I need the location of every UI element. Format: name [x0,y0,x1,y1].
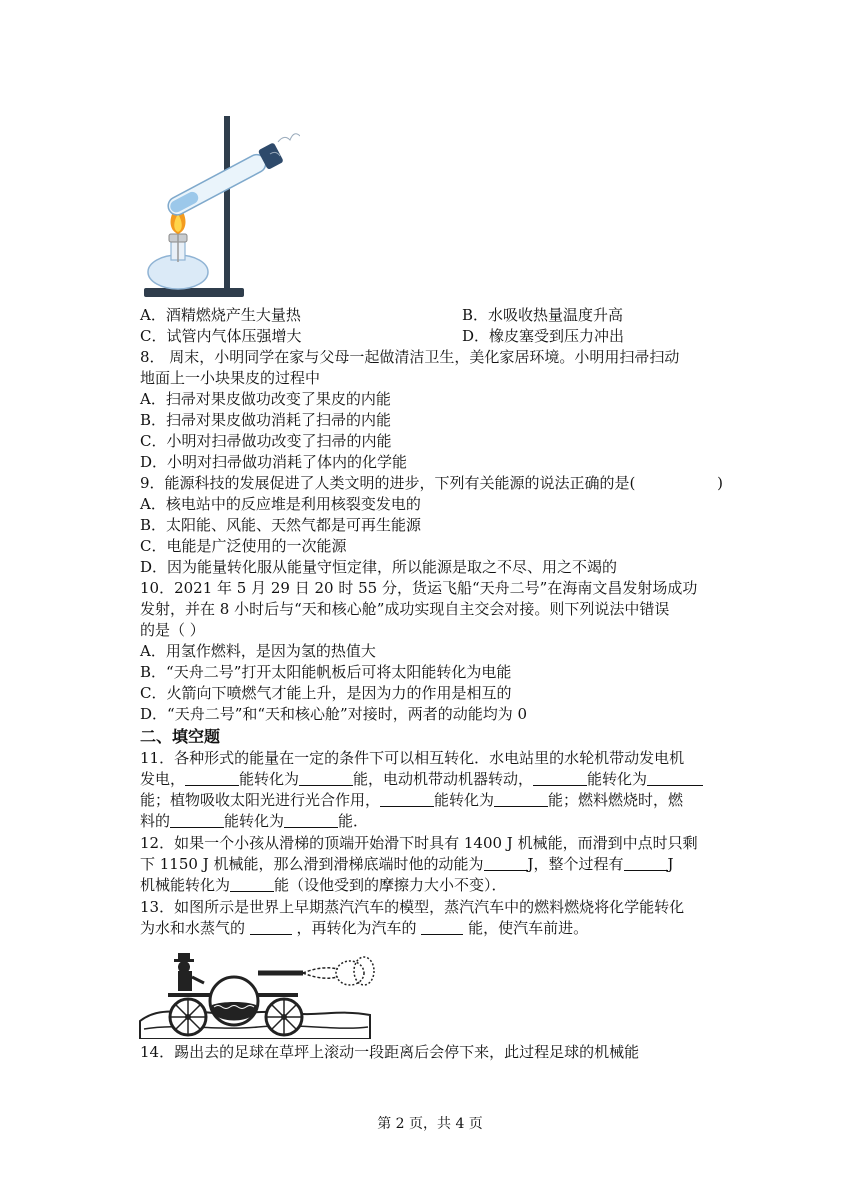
answer-blank[interactable] [494,791,548,807]
q13-text: ，再转化为汽车的 [291,919,422,937]
q7-option-b: B．水吸收热量温度升高 [462,306,624,324]
q11-text: 能转化为 [239,770,300,788]
q11-text: 料的 [140,812,171,830]
q12-text: J [667,855,674,873]
answer-blank[interactable] [170,812,224,828]
answer-blank[interactable] [230,876,274,892]
q11-text: 能转化为 [434,791,495,809]
q12-line3 [140,875,725,896]
q8-stem-line2: 地面上一小块果皮的过程中 [140,369,321,387]
q9-stem [140,473,725,494]
q8-option-d: D．小明对扫帚做功消耗了体内的化学能 [140,453,408,471]
q12-line1: 12．如果一个小孩从滑梯的顶端开始滑下时具有 1400 J 机械能，而滑到中点时只剩 [140,834,698,852]
steam-car-icon [138,943,378,1039]
answer-blank[interactable] [299,770,353,786]
q7-option-d: D．橡皮塞受到压力冲出 [462,327,625,345]
q14-line1: 14．踢出去的足球在草坪上滚动一段距离后会停下来，此过程足球的机械能 [140,1043,640,1061]
answer-blank[interactable] [533,770,587,786]
q11-text: 能． [338,812,369,830]
q9-option-b: B．太阳能、风能、天然气都是可再生能源 [140,516,422,534]
answer-blank[interactable] [284,812,338,828]
q9-option-c: C．电能是广泛使用的一次能源 [140,537,347,555]
q11-text: 能转化为 [224,812,285,830]
answer-blank[interactable] [484,855,528,871]
q10-option-b: B．“天舟二号”打开太阳能帆板后可将太阳能转化为电能 [140,663,512,681]
answer-blank[interactable] [421,919,463,935]
q10-option-c: C．火箭向下喷燃气才能上升，是因为力的作用是相互的 [140,684,512,702]
q12-text: J，整个过程有 [527,855,624,873]
q10-option-a: A．用氢作燃料，是因为氢的热值大 [140,642,376,660]
q8-stem-line1: 8． 周末，小明同学在家与父母一起做清洁卫生，美化家居环境。小明用扫帚扫动 [140,348,680,366]
answer-blank[interactable] [185,770,239,786]
answer-blank[interactable] [647,770,703,786]
q11-line2 [140,769,725,790]
answer-blank[interactable] [250,919,292,935]
answer-blank[interactable] [624,855,668,871]
q8-option-b: B．扫帚对果皮做功消耗了扫帚的内能 [140,411,392,429]
q11-line1: 11．各种形式的能量在一定的条件下可以相互转化．水电站里的水轮机带动发电机 [140,749,685,767]
q10-stem-line2: 发射，并在 8 小时后与“天和核心舱”成功实现自主交会对接。则下列说法中错误 [140,600,670,618]
q12-text: 下 1150 J 机械能，那么滑到滑梯底端时他的动能为 [140,855,484,873]
answer-blank[interactable] [380,791,434,807]
q13-text: 能，使汽车前进。 [463,919,589,937]
q8-option-a: A．扫帚对果皮做功改变了果皮的内能 [140,390,391,408]
q11-line3 [140,790,725,811]
q13-line1: 13．如图所示是世界上早期蒸汽汽车的模型，蒸汽汽车中的燃料燃烧将化学能转化 [140,898,685,916]
q7-option-c: C．试管内气体压强增大 [140,327,302,345]
q11-text: 能；植物吸收太阳光进行光合作用， [140,791,381,809]
q7-option-a: A．酒精燃烧产生大量热 [140,306,301,324]
q11-text: 能，电动机带动机器转动， [353,770,534,788]
q9-option-d: D．因为能量转化服从能量守恒定律，所以能源是取之不尽、用之不竭的 [140,558,618,576]
q10-stem-line3: 的是（ ） [140,621,205,639]
q10-stem-line1: 10．2021 年 5 月 29 日 20 时 55 分，货运飞船“天舟二号”在海南文昌发射场成功 [140,579,698,597]
q13-text: 为水和水蒸气的 [140,919,250,937]
q9-option-a: A．核电站中的反应堆是利用核裂变发电的 [140,495,421,513]
q9-stem-text: 9．能源科技的发展促进了人类文明的进步，下列有关能源的说法正确的是( [140,474,636,492]
q9-stem-paren-close: ) [717,474,723,492]
alcohol-lamp-test-tube-apparatus-icon [140,112,300,302]
q12-line2 [140,854,725,875]
q8-option-c: C．小明对扫帚做功改变了扫帚的内能 [140,432,392,450]
q13-line2 [140,918,725,939]
q11-text: 能转化为 [587,770,648,788]
q11-text: 发电， [140,770,186,788]
page-footer: 第 2 页，共 4 页 [377,1116,483,1132]
section-heading-fill-blank: 二、填空题 [140,727,221,746]
q12-text: 能（设他受到的摩擦力大小不变）． [274,876,507,894]
q11-line4 [140,811,725,832]
q10-option-d: D．“天舟二号”和“天和核心舱”对接时，两者的动能均为 0 [140,705,528,723]
q12-text: 机械能转化为 [140,876,231,894]
q11-text: 能；燃料燃烧时，燃 [548,791,684,809]
